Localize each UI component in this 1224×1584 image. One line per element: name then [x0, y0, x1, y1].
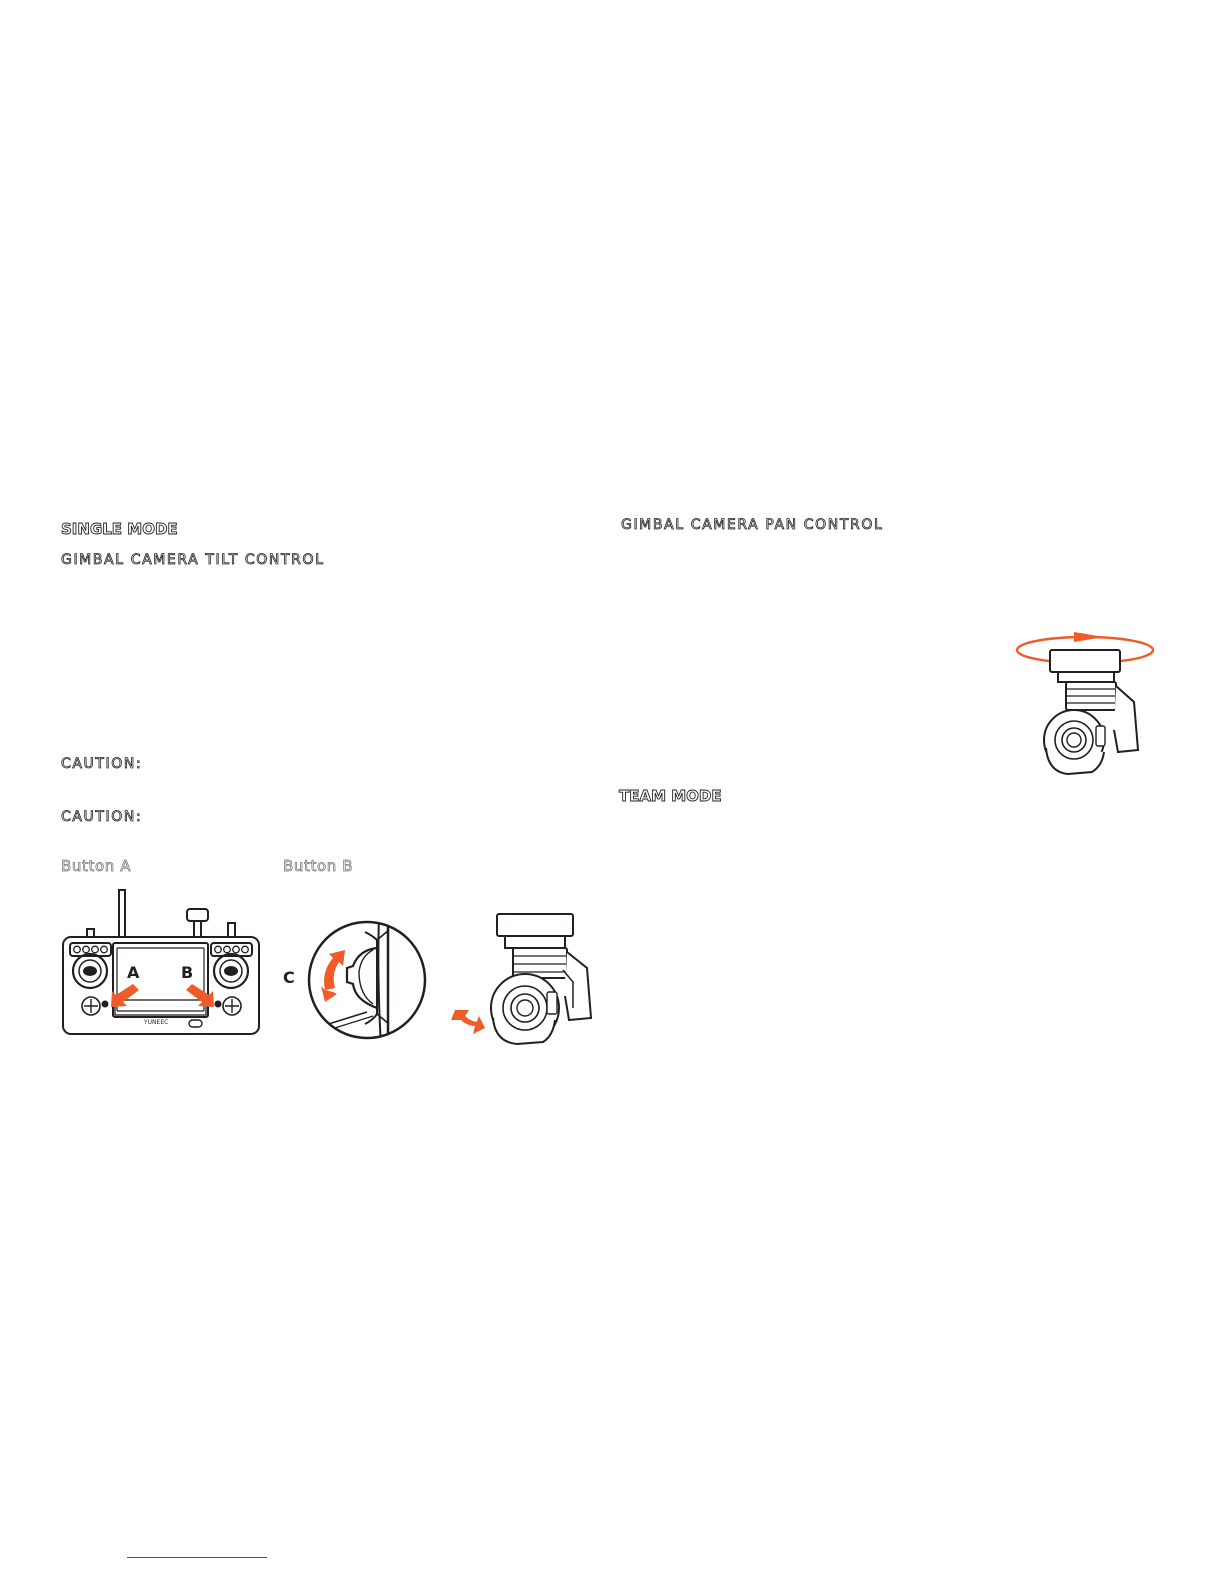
figure-label-a: A	[127, 963, 140, 982]
team-mode-heading: TEAM MODE	[619, 787, 722, 805]
controller-illustration	[60, 884, 265, 1040]
hyperlink-underline[interactable]	[127, 1557, 267, 1558]
button-b-label: Button B	[283, 857, 354, 875]
gimbal-camera-pan-illustration	[1012, 626, 1162, 782]
tilt-arrow-icon	[321, 950, 345, 1002]
single-mode-heading: SINGLE MODE	[61, 520, 178, 538]
caution-label-1: CAUTION:	[61, 756, 143, 772]
controller-brand: YUNEEC	[144, 1019, 169, 1026]
tilt-arrow-icon	[451, 1010, 485, 1034]
pan-control-subheading: GIMBAL CAMERA PAN CONTROL	[621, 517, 884, 533]
figure-label-b: B	[181, 963, 194, 982]
caution-label-2: CAUTION:	[61, 809, 143, 825]
tilt-control-subheading: GIMBAL CAMERA TILT CONTROL	[61, 552, 325, 568]
pan-arrow-icon	[1074, 632, 1104, 642]
gimbal-camera-tilt-illustration	[447, 910, 597, 1050]
figure-label-c: C	[283, 968, 295, 987]
button-a-label: Button A	[61, 857, 132, 875]
tilt-wheel-closeup	[303, 916, 431, 1044]
